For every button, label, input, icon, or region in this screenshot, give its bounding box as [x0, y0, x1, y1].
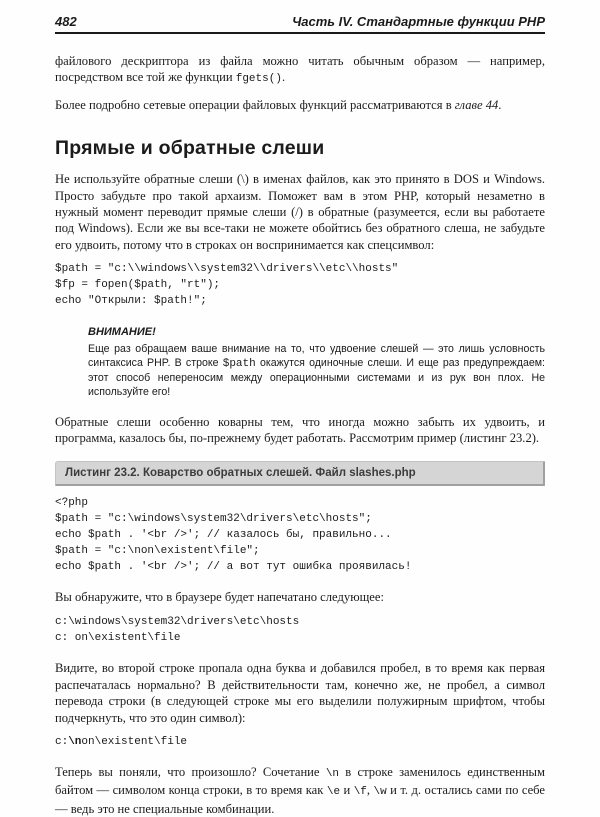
code-block-hosts: $path = "c:\\windows\\system32\\drivers\\etc\\hosts" $fp = fopen($path, "rt"); echo "Открыли: $path!";: [55, 263, 399, 307]
para-file-descriptor: файлового дескриптора из файла можно читать обычным образом — например, посредством все той же функции fgets().: [55, 54, 545, 86]
section-heading: Прямые и обратные слеши: [55, 137, 325, 160]
listing-caption-bar: [55, 461, 545, 486]
listing-caption: Листинг 23.2. Коварство обратных слешей. Файл slashes.php: [65, 467, 416, 480]
warning-title: ВНИМАНИЕ!: [88, 325, 156, 338]
code-block-newline: c:\non\existent\file: [55, 736, 188, 749]
para-browser-output: Вы обнаружите, что в браузере будет напечатано следующее:: [55, 590, 384, 605]
code-block-output: c:\windows\system32\drivers\etc\hosts c: on\existent\file: [55, 615, 300, 644]
warning-body: Еще раз обращаем ваше внимание на то, что удвоение слешей — это лишь условность синтаксиса PHP. В строке $path окажутся одиночные слеши. И еще раз предупреждаем: этот способ непереносим между операционными системами и из рук вон плох. Не используйте его!: [88, 342, 545, 398]
warning-note: [88, 325, 545, 399]
page-header: [55, 14, 545, 34]
page-number: 482: [55, 14, 77, 29]
para-backslashes: Не используйте обратные слеши (\) в именах файлов, как это принято в DOS и Windows. Просто забудьте про такой архаизм. Поможет вам в этом PHP, который незаметно в нужный момент переводит прямые слеши (/) в обратные (разумеется, если вы работаете под Windows). Если же вы все-таки не можете обойтись без обратного слеша, не забудьте его удвоить, потому что в строках он воспринимается как спецсимвол:: [55, 172, 545, 252]
para-insidious: Обратные слеши особенно коварны тем, что иногда можно забыть их удвоить, и программа, казалось бы, по-прежнему будет работать. Рассмотрим пример (листинг 23.2).: [55, 414, 545, 446]
code-block-listing: <?php $path = "c:\windows\system32\drivers\etc\hosts"; echo $path . '<br />'; // казалось бы, правильно... $path = "c:\non\existent\file"; echo $path . '<br />'; // а вот тут ошибка проявилась!: [55, 497, 412, 573]
running-title: Часть IV. Стандартные функции PHP: [292, 14, 545, 29]
para-missing-letter: Видите, во второй строке пропала одна буква и добавился пробел, в то время как первая распечаталась нормально? В действительности там, конечно же, не пробел, а символ перевода строки (в следующей строке мы его выделили полужирным шрифтом, чтобы подчеркнуть, что это один символ):: [55, 661, 545, 725]
para-see-chapter: Более подробно сетевые операции файловых функций рассматриваются в главе 44.: [55, 97, 502, 112]
para-explanation: Теперь вы поняли, что произошло? Сочетание \n в строке заменилось единственным байтом — символом конца строки, в то время как \e и \f, \w и т. д. остались сами по себе — ведь это не специальные комбинации.: [55, 764, 546, 816]
